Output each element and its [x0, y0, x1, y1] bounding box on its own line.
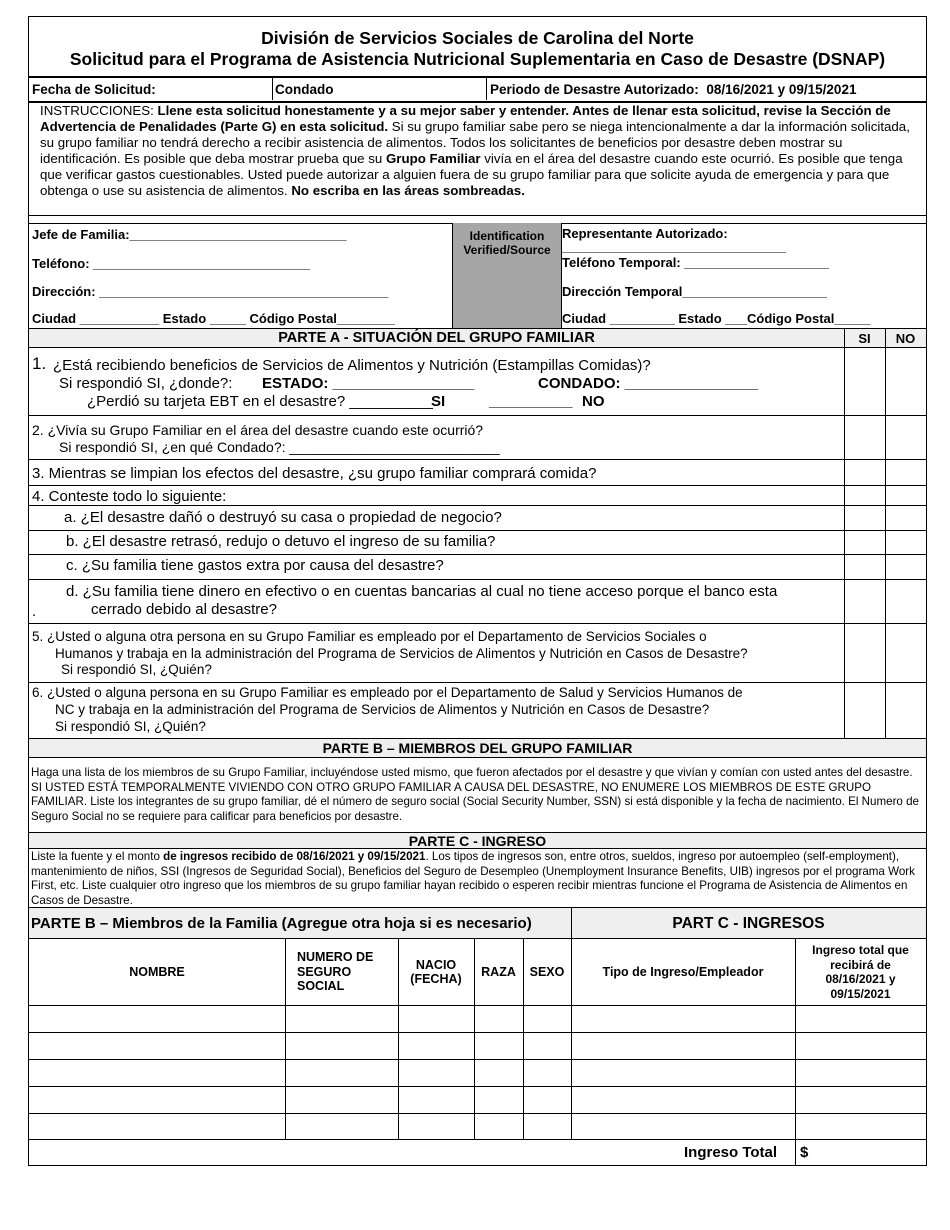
- ingreso-total-currency: $: [800, 1144, 809, 1161]
- jefe-field[interactable]: Jefe de Familia:______________________________: [32, 227, 347, 242]
- parte-c-text-a: Liste la fuente y el monto: [31, 850, 164, 863]
- row-divider: [29, 415, 926, 416]
- row-divider: [29, 459, 926, 460]
- row-divider: [29, 682, 926, 683]
- q4a-text: a. ¿El desastre dañó o destruyó su casa o propiedad de negocio?: [64, 509, 502, 526]
- fecha-label: Fecha de Solicitud:: [32, 82, 156, 97]
- instructions-text-2: vivía en el área del desastre cuando este ocurrió. Es posible que tenga que verificar gastos cuestionables. Usted puede autorizar a alguien fuera de su grupo familiar para que solicite ayuda de emergencia y para que obtenga o use su asistencia de alimentos.: [40, 151, 903, 198]
- q4d-dot: .: [32, 603, 37, 620]
- q6-text-2: NC y trabaja en la administración del Programa de Servicios de Alimentos y Nutrición en Casos de Desastre?: [55, 702, 710, 717]
- q1-number: 1.: [32, 354, 47, 373]
- row-divider: [29, 505, 926, 506]
- q5-quien-field[interactable]: Si respondió SI, ¿Quién?: [61, 662, 212, 677]
- table-row[interactable]: [29, 1087, 926, 1113]
- ciudad-field[interactable]: Ciudad ___________ Estado _____ Código Postal________: [32, 311, 395, 326]
- q1-condado-field[interactable]: CONDADO: ________________: [538, 375, 759, 392]
- table-right-header: PART C - INGRESOS: [672, 915, 825, 932]
- parte-c-instructions: [31, 850, 926, 908]
- q5-text-2: Humanos y trabaja en la administración del Programa de Servicios de Alimentos y Nutrición en Casos de Desastre?: [55, 646, 748, 661]
- q5-text: 5. ¿Usted o alguna otra persona en su Grupo Familiar es empleado por el Departamento de Servicios Sociales o: [32, 629, 707, 644]
- q2-answer-cell[interactable]: [844, 416, 926, 459]
- ciudad-temporal-field[interactable]: Ciudad _________ Estado ___Código Postal_____: [562, 311, 871, 326]
- representante-line: _______________________________: [562, 239, 787, 254]
- q4a-answer-cell[interactable]: [844, 506, 926, 530]
- q1-where: Si respondió SI, ¿donde?:: [59, 375, 233, 392]
- id-verified-label: Identification Verified/Source: [463, 229, 551, 257]
- q6-quien-field[interactable]: Si respondió SI, ¿Quién?: [55, 719, 206, 734]
- q4d-text-2: cerrado debido al desastre?: [91, 601, 277, 618]
- table-row[interactable]: [29, 1060, 926, 1086]
- row-divider: [29, 530, 926, 531]
- instructions: [40, 103, 912, 199]
- q4c-text: c. ¿Su familia tiene gastos extra por causa del desastre?: [66, 557, 444, 574]
- col-total: Ingreso total que recibirá de 08/16/2021 y 09/15/2021: [812, 943, 909, 1001]
- q4b-answer-cell[interactable]: [844, 531, 926, 554]
- q1-answer-cell[interactable]: [844, 349, 926, 415]
- parte-c-title: PARTE C - INGRESO: [408, 833, 547, 849]
- condado-label: Condado: [275, 82, 334, 97]
- parte-b-instructions: Haga una lista de los miembros de su Grupo Familiar, incluyéndose usted mismo, que fueron afectados por el desastre y que vivían y comían con usted antes del desastre. SI USTED ESTÁ TEMPORALMENTE VIVIENDO CON OTRO GRUPO FAMILIAR A CAUSA DEL DESASTRE, NO ENUMERE LOS MIEMBROS DE ESTE GRUPO FAMILIAR. Liste los integrantes de su grupo familiar, dé el número de seguro social (Social Security Number, SSN) si está disponible y la fecha de nacimiento. El Numero de Seguro Social no se requiere para calificar para beneficios por desastre.: [31, 766, 920, 823]
- col-nacio: NACIO (FECHA): [410, 957, 462, 986]
- ingreso-total-field[interactable]: [813, 1140, 925, 1165]
- q2-condado-field[interactable]: Si respondió SI, ¿en qué Condado?: ___________________________: [59, 439, 500, 455]
- q4d-text: d. ¿Su familia tiene dinero en efectivo o en cuentas bancarias al cual no tiene acceso porque el banco esta: [66, 583, 778, 600]
- col-nombre: NOMBRE: [129, 965, 185, 979]
- instructions-text-1: Si su grupo familiar sabe pero se niega intencionalmente a dar la información solicitada, su grupo familiar no tendrá derecho a recibir asistencia de alimentos. Todos los solicitantes de beneficios por desastre deben mostrar su identificación. Es posible que deba mostrar prueba que su: [40, 119, 910, 166]
- q1-ebt: ¿Perdió su tarjeta EBT en el desastre? __________: [87, 393, 433, 410]
- info-divider: [486, 77, 487, 100]
- q5-answer-cell[interactable]: [844, 624, 926, 682]
- telefono-field[interactable]: Teléfono: ______________________________: [32, 256, 311, 271]
- periodo-label-text: Periodo de Desastre Autorizado:: [490, 82, 699, 97]
- instructions-bold-3: No escriba en las áreas sombreadas.: [291, 183, 525, 198]
- instructions-bold-2: Grupo Familiar: [385, 151, 481, 166]
- info-divider: [272, 77, 273, 100]
- id-verified-box: [452, 223, 562, 329]
- q1-ebt-no-line: __________: [489, 393, 573, 410]
- parte-c-text-b: de ingresos recibido de 08/16/2021 y 09/15/2021: [163, 850, 426, 863]
- q6-answer-cell[interactable]: [844, 683, 926, 738]
- dsnap-application-form: [28, 16, 927, 1166]
- instructions-bold-1: Llene esta solicitud honestamente y a su mejor saber y entender. Antes de llenar esta solicitud, revise la Sección de Advertencia de Penalidades (Parte G) en esta solicitud.: [40, 103, 891, 134]
- no-column-header: NO: [895, 331, 916, 346]
- q4d-answer-cell[interactable]: [844, 580, 926, 623]
- periodo-label: [490, 82, 856, 97]
- q1-estado-field[interactable]: ESTADO: _________________: [262, 375, 475, 392]
- col-sexo: SEXO: [529, 965, 565, 979]
- q4-answer-cell[interactable]: [844, 486, 926, 505]
- q4b-text: b. ¿El desastre retrasó, redujo o detuvo el ingreso de su familia?: [66, 533, 496, 550]
- table-row-line: [29, 1139, 926, 1140]
- form-subtitle: Solicitud para el Programa de Asistencia Nutricional Suplementaria en Caso de Desastre (DSNAP): [69, 49, 886, 69]
- q4c-answer-cell[interactable]: [844, 555, 926, 579]
- q6-text: 6. ¿Usted o alguna persona en su Grupo Familiar es empleado por el Departamento de Salud y Servicios Humanos de: [32, 685, 743, 700]
- header-divider: [29, 76, 926, 78]
- telefono-temporal-field[interactable]: Teléfono Temporal: ____________________: [562, 255, 829, 270]
- q1-text: ¿Está recibiendo beneficios de Servicios de Alimentos y Nutrición (Estampillas Comidas)?: [53, 357, 651, 374]
- col-raza: RAZA: [481, 965, 516, 979]
- table-row[interactable]: [29, 1114, 926, 1139]
- representante-field[interactable]: Representante Autorizado:: [562, 226, 728, 241]
- table-left-header: PARTE B – Miembros de la Familia (Agregue otra hoja si es necesario): [31, 915, 532, 932]
- q1-ebt-no[interactable]: NO: [582, 393, 605, 410]
- q1-ebt-si[interactable]: SI: [431, 393, 446, 410]
- parte-a-title: PARTE A - SITUACIÓN DEL GRUPO FAMILIAR: [278, 330, 595, 346]
- direccion-field[interactable]: Dirección: ________________________________________: [32, 284, 389, 299]
- row-divider: [29, 623, 926, 624]
- ingreso-total-label: Ingreso Total: [684, 1144, 778, 1161]
- row-divider: [29, 554, 926, 555]
- q3-answer-cell[interactable]: [844, 460, 926, 485]
- periodo-value: 08/16/2021 y 09/15/2021: [706, 82, 857, 97]
- direccion-temporal-field[interactable]: Dirección Temporal____________________: [562, 284, 828, 299]
- col-ssn: NUMERO DE SEGURO SOCIAL: [297, 950, 374, 994]
- row-divider: [29, 485, 926, 486]
- parte-b-title: PARTE B – MIEMBROS DEL GRUPO FAMILIAR: [322, 740, 633, 756]
- q4-text: 4. Conteste todo lo siguiente:: [32, 488, 227, 505]
- table-row[interactable]: [29, 1006, 926, 1032]
- divider: [29, 215, 926, 216]
- instructions-lead: INSTRUCCIONES:: [40, 103, 158, 118]
- col-tipo: Tipo de Ingreso/Empleador: [602, 965, 764, 979]
- q2-text: 2. ¿Vivía su Grupo Familiar en el área del desastre cuando este ocurrió?: [32, 422, 484, 438]
- form-title: División de Servicios Sociales de Carolina del Norte: [261, 28, 694, 48]
- row-divider: [29, 579, 926, 580]
- parte-c-text-c: . Los tipos de ingresos son, entre otros, sueldos, ingreso por autoempleo (self-employment), mantenimiento de niños, SSI (Ingresos de Seguridad Social), Beneficios del Seguro de Desempleo (Unemployment Insurance Benefits, UIB) ingresos por el programa Work First, etc. Liste cualquier otro ingreso que los miembros de su grupo familiar hayan recibido o esperen recibir mientras funcione el Programa de Asistencia de Alimentos en Casos de Desastre.: [31, 850, 915, 907]
- q3-text: 3. Mientras se limpian los efectos del desastre, ¿su grupo familiar comprará comida?: [32, 465, 597, 482]
- si-column-header: SI: [858, 331, 871, 346]
- table-row[interactable]: [29, 1033, 926, 1059]
